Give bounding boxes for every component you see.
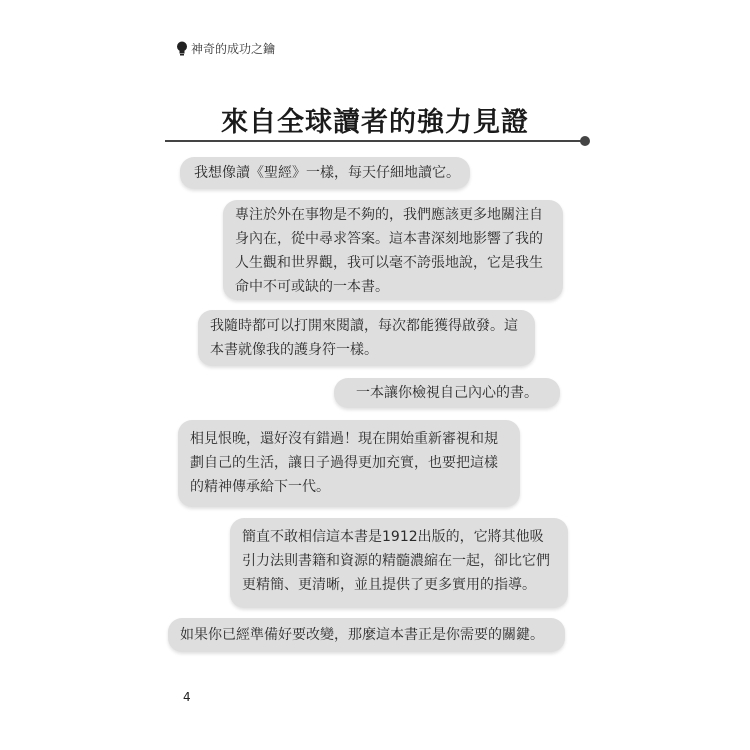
underline-dot xyxy=(580,136,590,146)
testimonial-bubble: 一本讓你檢視自己內心的書。 xyxy=(334,378,560,408)
page-title: 來自全球讀者的強力見證 xyxy=(221,107,529,138)
testimonial-bubble: 我隨時都可以打開來閱讀，每次都能獲得啟發。這本書就像我的護身符一樣。 xyxy=(198,310,535,366)
testimonial-bubble: 如果你已經準備好要改變，那麼這本書正是你需要的關鍵。 xyxy=(168,618,565,652)
lightbulb-icon xyxy=(176,41,188,56)
running-header xyxy=(176,40,275,57)
title-underline xyxy=(165,140,585,142)
book-title: 神奇的成功之鑰 xyxy=(191,42,276,56)
testimonial-bubble: 我想像讀《聖經》一樣，每天仔細地讀它。 xyxy=(180,157,470,189)
page-number: 4 xyxy=(183,690,191,704)
testimonial-bubble: 簡直不敢相信這本書是1912出版的，它將其他吸引力法則書籍和資源的精髓濃縮在一起，卻比它們更精簡、更清晰，並且提供了更多實用的指導。 xyxy=(230,518,568,608)
testimonial-bubble: 專注於外在事物是不夠的，我們應該更多地關注自身內在，從中尋求答案。這本書深刻地影響了我的人生觀和世界觀，我可以毫不誇張地說，它是我生命中不可或缺的一本書。 xyxy=(223,200,563,300)
testimonial-bubble: 相見恨晚，還好沒有錯過！現在開始重新審視和規劃自己的生活，讓日子過得更加充實，也要把這樣的精神傳承給下一代。 xyxy=(178,420,520,507)
